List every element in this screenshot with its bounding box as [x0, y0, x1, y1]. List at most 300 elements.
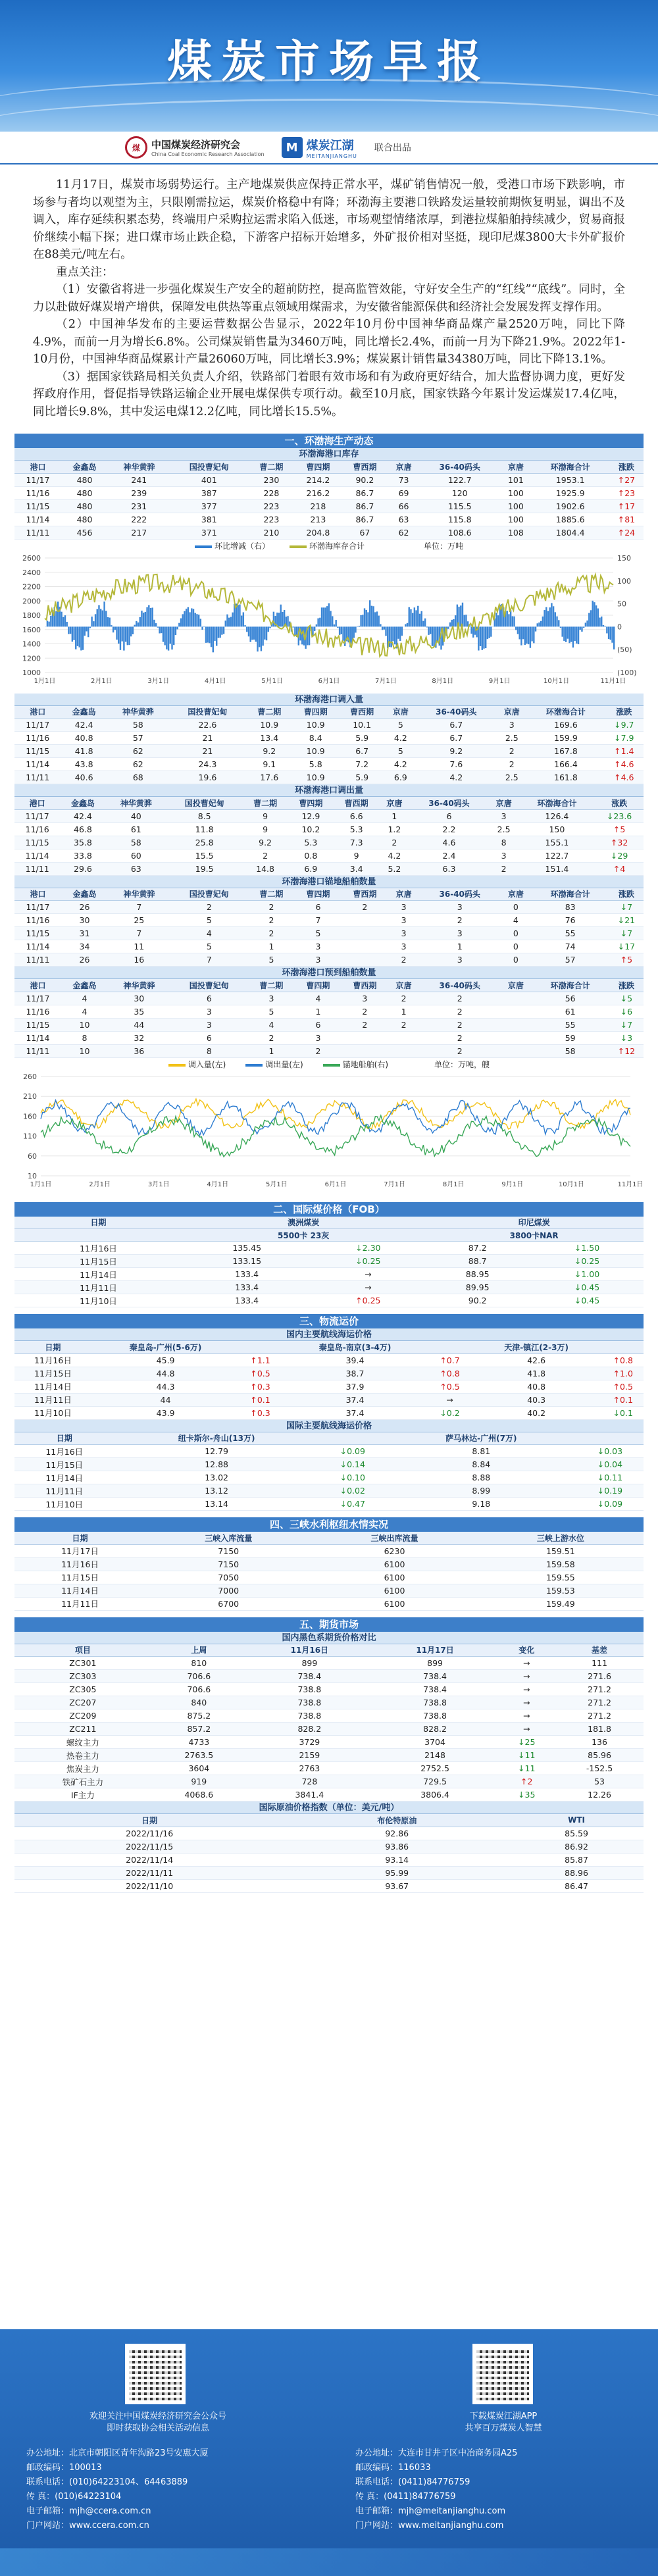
table-row	[14, 1840, 644, 1853]
bar-mark	[225, 620, 226, 626]
table-cell: 729.5	[372, 1775, 498, 1788]
table-cell: 86.7	[342, 499, 388, 513]
table-cell: 387	[170, 486, 248, 499]
table-cell: 2	[419, 992, 500, 1005]
table-cell: 11月16日	[14, 1445, 114, 1458]
bar-mark	[610, 626, 611, 640]
table-row	[14, 1597, 644, 1610]
intro-paragraph: （3）据国家铁路局相关负责人介绍，铁路部门着眼有效市场和有为政府更好结合，加大监督协调力度，更好发挥政府作用，督促指导铁路运输企业开展电煤保供专项行动。截至10月底，国家铁路今年累计发运煤炭17.4亿吨，同比增长9.8%，其中发运电煤12.2亿吨，同比增长15.5%。	[33, 370, 625, 418]
table-cell: 7050	[145, 1571, 311, 1584]
table-cell: →	[497, 1696, 555, 1709]
bar-mark	[417, 605, 418, 626]
col-header: 澳洲煤炭	[182, 1217, 424, 1229]
table-cell: 210	[248, 526, 295, 539]
table-cell: 30	[108, 992, 170, 1005]
bar-mark	[200, 619, 201, 626]
col-header: 环渤海合计	[532, 979, 609, 992]
table-row	[14, 1683, 644, 1696]
table-cell: 13.12	[114, 1484, 319, 1498]
table-row	[14, 1018, 644, 1031]
table-cell	[342, 953, 388, 967]
section-three-gorges	[14, 1517, 644, 1611]
table-cell: 3	[388, 927, 419, 940]
table-cell: ↑4.6	[605, 771, 644, 784]
table-cell: 2	[388, 992, 419, 1005]
table-cell: ZC301	[14, 1657, 151, 1670]
table-cell: 8.81	[386, 1445, 576, 1458]
table-cell: ↓0.11	[576, 1471, 644, 1484]
table-cell: ↓9.7	[605, 719, 644, 732]
bar-mark	[540, 620, 542, 626]
bar-mark	[228, 617, 230, 626]
table-anchor-ships	[14, 876, 644, 967]
bar-mark	[482, 626, 483, 649]
table-cell: 62	[107, 745, 169, 758]
table-cell: 55	[532, 1018, 609, 1031]
table-cell: 1.2	[379, 822, 409, 836]
table-cell: 32	[108, 1031, 170, 1044]
table-row	[14, 1657, 644, 1670]
table-port-stock	[14, 448, 644, 540]
table-row	[14, 809, 644, 822]
table-cell: 88.7	[424, 1255, 530, 1268]
bar-mark	[330, 611, 331, 626]
col-header: 曹西期	[339, 706, 385, 719]
bar-mark	[77, 626, 78, 645]
table-cell: 11/11	[14, 771, 61, 784]
table-cell: 108.6	[419, 526, 500, 539]
bar-mark	[213, 626, 214, 652]
table-cell: 26	[61, 953, 108, 967]
section-title: 一、环渤海生产动态	[14, 434, 644, 448]
table-cell: ↓0.2	[429, 1406, 470, 1419]
table-cell: 88.95	[424, 1268, 530, 1281]
bar-mark	[82, 626, 84, 649]
table-cell: 6.9	[288, 862, 334, 875]
col-header: 36-40码头	[419, 888, 500, 901]
table-cell: 2	[379, 836, 409, 849]
y-tick-label: 2000	[22, 596, 41, 605]
table-cell: 6	[170, 992, 248, 1005]
table-cell: 3	[496, 719, 527, 732]
table-row	[14, 1709, 644, 1723]
table-cell: 7.3	[334, 836, 379, 849]
bar-mark	[244, 625, 245, 626]
ccera-qr-code[interactable]	[125, 2344, 186, 2404]
table-cell: 2763.5	[151, 1749, 247, 1762]
col-header: 国投曹妃甸	[170, 979, 248, 992]
bar-mark	[127, 626, 128, 645]
bar-mark	[560, 626, 561, 628]
bar-mark	[134, 624, 135, 626]
table-cell: 9.2	[242, 836, 288, 849]
ccera-website-link[interactable]: 门户网站：www.ccera.com.cn	[26, 2521, 149, 2531]
bar-mark	[533, 626, 534, 643]
bar-mark	[55, 611, 57, 626]
table-row	[14, 758, 644, 771]
y-tick-label: 1400	[22, 640, 41, 648]
col-header: 日期	[14, 1814, 284, 1827]
intro-paragraph: 11月17日，煤炭市场弱势运行。主产地煤炭供应保持正常水平，煤矿销售情况一般，受港口市场下跌影响，市场参与者均以观望为主，只限刚需拉运，煤炭价格稳中有降；环渤海主要港口铁路发运量较前期恢复明显，调出不及调入，库存延续积累态势，终端用户采购拉运需求陷入低迷，市场观望情绪浓厚，到港拉煤船舶持续减少，贸易商报价继续小幅下探；进口煤市场止跌企稳，下游客户招标开始增多，外矿报价相对坚挺，现印尼煤3800大卡外矿报价在88美元/吨左右。	[33, 178, 625, 261]
y-tick-label: 210	[23, 1092, 37, 1101]
table-row	[14, 732, 644, 745]
col-header: 三峡出库流量	[311, 1532, 477, 1544]
table-cell	[342, 940, 388, 953]
table-cell: 43.9	[91, 1406, 240, 1419]
table-cell	[342, 914, 388, 927]
table-cell: 12.9	[288, 809, 334, 822]
bar-mark	[555, 612, 556, 626]
table-row	[14, 486, 644, 499]
bar-mark	[553, 606, 554, 626]
bar-mark	[105, 611, 107, 626]
table-cell: 1	[419, 940, 500, 953]
table-cell: 61	[532, 1005, 609, 1018]
table-cell: 6230	[311, 1544, 477, 1557]
table-cell: 5.9	[339, 732, 385, 745]
table-row	[14, 1281, 644, 1294]
flow-chart-svg	[14, 1071, 644, 1193]
table-cell: 43.8	[61, 758, 107, 771]
table-cell: ↓0.25	[311, 1255, 424, 1268]
bar-mark	[159, 626, 160, 633]
y-tick-label: 2600	[22, 553, 41, 563]
table-cell: →	[311, 1281, 424, 1294]
table-row	[14, 745, 644, 758]
col-header: 国投曹妃甸	[166, 797, 242, 809]
table-cell: ↑4	[595, 862, 644, 875]
left-qr-caption: 欢迎关注中国煤炭经济研究会公众号 即时获取协会相关活动信息	[89, 2412, 226, 2433]
table-cell: 738.8	[372, 1696, 498, 1709]
table-cell: 3	[489, 849, 519, 862]
bar-mark	[544, 610, 545, 626]
table-cell: 2752.5	[372, 1762, 498, 1775]
table-cell: 2	[419, 1018, 500, 1031]
col-header: WTI	[509, 1814, 644, 1827]
bar-mark	[251, 626, 253, 640]
table-cell: 63	[388, 513, 419, 526]
bar-mark	[196, 614, 197, 626]
table-cell: 39.4	[281, 1353, 430, 1367]
hero-banner	[0, 0, 658, 132]
header-row	[14, 797, 644, 809]
bar-mark	[262, 626, 263, 645]
bar-mark	[113, 626, 114, 632]
meitanjianghu-website-link[interactable]: 门户网站：www.meitanjianghu.com	[355, 2521, 504, 2531]
bar-mark	[524, 626, 526, 645]
bar-mark	[73, 626, 74, 640]
table-row	[14, 953, 644, 967]
table-cell: 840	[151, 1696, 247, 1709]
bar-mark	[143, 613, 144, 626]
col-header: 3800卡NAR	[424, 1229, 644, 1242]
table-cell: 19.5	[166, 862, 242, 875]
bar-mark	[114, 626, 116, 630]
table-cell: 11/14	[14, 1031, 61, 1044]
bar-mark	[517, 626, 519, 634]
bar-mark	[572, 626, 574, 647]
bar-mark	[282, 611, 283, 626]
bar-mark	[414, 607, 415, 626]
table-row	[14, 1353, 644, 1367]
table-cell: 2022/11/10	[14, 1879, 284, 1892]
table-cell: 2.5	[496, 732, 527, 745]
col-header: 京唐	[388, 461, 419, 473]
table-cell: 11/16	[14, 1005, 61, 1018]
table-cell: 29.6	[60, 862, 105, 875]
table-cell: 159.51	[478, 1544, 644, 1557]
table-row	[14, 1406, 644, 1419]
table-cell: 271.2	[555, 1709, 644, 1723]
bar-mark	[116, 626, 117, 640]
col-header	[429, 1341, 470, 1353]
table-cell: 93.67	[284, 1879, 509, 1892]
bar-mark	[66, 622, 68, 626]
table-cell: 61	[106, 822, 166, 836]
table-cell: 92.86	[284, 1827, 509, 1840]
col-header	[603, 1341, 644, 1353]
table-cell: 60	[106, 849, 166, 862]
header-row	[14, 706, 644, 719]
bar-mark	[362, 615, 363, 626]
bar-mark	[78, 626, 80, 647]
table-cell: 5	[248, 1005, 295, 1018]
table-cell: 1	[379, 809, 409, 822]
table-cell: 9.2	[416, 745, 496, 758]
intro-paragraph: （1）安徽省将进一步强化煤炭生产安全的超前防控，提高监管效能，守好安全生产的“红线”“底线”。同时，全力以赴做好煤炭增产增供，保障发电供热等重点领域用煤需求，为安徽省能源保供和经济社会发展发挥支撑作用。	[33, 283, 625, 314]
bar-mark	[321, 607, 322, 626]
table-cell: ↓7	[609, 1018, 644, 1031]
table-cell: 45.9	[91, 1353, 240, 1367]
table-cell: ZC211	[14, 1723, 151, 1736]
table-cell: 37.9	[281, 1380, 430, 1393]
section-futures	[14, 1617, 644, 1893]
table-row	[14, 1471, 644, 1484]
table-cell: 10	[61, 1018, 108, 1031]
table-cell: →	[497, 1670, 555, 1683]
table-cell: 44.8	[91, 1367, 240, 1380]
table-cell: 159.55	[478, 1571, 644, 1584]
bar-mark	[230, 617, 232, 626]
table-cell: 2	[496, 758, 527, 771]
bar-mark	[211, 626, 212, 647]
table-row	[14, 992, 644, 1005]
bar-mark	[319, 617, 320, 626]
x-tick-label: 7月1日	[375, 677, 397, 685]
table-cell: ↑5	[609, 953, 644, 967]
table-cell: 6.7	[339, 745, 385, 758]
table-cell: 6.9	[385, 771, 416, 784]
bar-mark	[182, 614, 184, 626]
bar-mark	[163, 626, 164, 642]
table-cell: 11/16	[14, 732, 61, 745]
bar-mark	[309, 626, 310, 645]
ccera-name: 中国煤炭经济研究会	[151, 139, 241, 151]
bar-mark	[316, 624, 317, 626]
bar-mark	[392, 626, 393, 641]
table-cell: 11/17	[14, 719, 61, 732]
bar-mark	[595, 605, 597, 626]
y-tick-label: 2400	[22, 568, 41, 577]
bar-mark	[226, 614, 228, 626]
table-row	[14, 1788, 644, 1802]
table-cell: 6.7	[416, 719, 496, 732]
bar-mark	[569, 626, 570, 643]
table-cell: 5.9	[339, 771, 385, 784]
y-tick-label: 10	[28, 1171, 37, 1180]
bar-mark	[603, 624, 604, 626]
table-cell: 11/16	[14, 486, 61, 499]
header-row	[14, 461, 644, 473]
table-cell: →	[497, 1683, 555, 1696]
table-cell: ↑5	[595, 822, 644, 836]
x-tick-label: 8月1日	[442, 1180, 465, 1188]
table-cell: 3	[295, 1031, 342, 1044]
bar-mark	[585, 622, 586, 626]
bar-mark	[209, 626, 210, 643]
bar-mark	[216, 626, 217, 645]
table-cell: 3	[388, 901, 419, 914]
col-header: 神华黄骅	[106, 797, 166, 809]
table-cell: 7	[295, 914, 342, 927]
table-cell: 2	[489, 862, 519, 875]
bar-mark	[410, 609, 411, 626]
table-cell: 133.4	[182, 1268, 311, 1281]
table-cell: 7	[108, 927, 170, 940]
bar-mark	[292, 626, 293, 627]
table-row	[14, 526, 644, 539]
table-cell: ↓0.03	[576, 1445, 644, 1458]
bar-mark	[545, 607, 547, 626]
bar-mark	[139, 617, 141, 626]
bar-mark	[266, 626, 267, 640]
table-cell: 919	[151, 1775, 247, 1788]
bar-mark	[75, 626, 76, 649]
table-cell: 26	[61, 901, 108, 914]
bar-mark	[50, 615, 51, 626]
bar-mark	[470, 626, 472, 634]
table-cell: 738.8	[247, 1709, 372, 1723]
table-row	[14, 1723, 644, 1736]
table-cell	[500, 1005, 531, 1018]
bar-mark	[301, 626, 303, 644]
bar-mark	[136, 620, 137, 626]
x-tick-label: 5月1日	[261, 677, 283, 685]
table-cell: ↓0.02	[319, 1484, 386, 1498]
table-row	[14, 1367, 644, 1380]
table-cell: 83	[532, 901, 609, 914]
bar-mark	[70, 626, 71, 634]
table-cell: 6700	[145, 1597, 311, 1610]
bar-mark	[506, 611, 507, 626]
table-cell: 5.3	[288, 836, 334, 849]
table-cell: 5.8	[293, 758, 339, 771]
bar-mark	[374, 612, 376, 626]
table-cell: ↓7	[609, 927, 644, 940]
table-cell: ↓29	[595, 849, 644, 862]
bar-mark	[218, 626, 219, 638]
table-cell: ↑2	[497, 1775, 555, 1788]
table-cell: 0	[500, 927, 531, 940]
table-cell: 706.6	[151, 1670, 247, 1683]
table-row	[14, 1458, 644, 1471]
table-cell: 90.2	[342, 473, 388, 486]
table-cell: 35	[108, 1005, 170, 1018]
bar-mark	[465, 615, 467, 626]
col-header: 国投曹妃甸	[169, 706, 246, 719]
bar-mark	[317, 618, 318, 626]
table-cell: 4.2	[416, 771, 496, 784]
bar-mark	[483, 626, 484, 648]
table-cell: 93.86	[284, 1840, 509, 1853]
bar-mark	[394, 626, 395, 644]
table-cell: IF主力	[14, 1788, 151, 1802]
table-cell: 8.84	[386, 1458, 576, 1471]
bar-mark	[581, 626, 582, 632]
table-cell: ↓23.6	[595, 809, 644, 822]
y-tick-label: 1800	[22, 611, 41, 620]
table-row	[14, 771, 644, 784]
bar-mark	[268, 626, 269, 632]
col-header: 三峡入库流量	[145, 1532, 311, 1544]
table-row	[14, 719, 644, 732]
bar-mark	[89, 626, 91, 628]
table-cell: 4	[170, 927, 248, 940]
table-cell: 11月11日	[14, 1393, 91, 1406]
table-cell: 120	[419, 486, 500, 499]
bar-mark	[608, 626, 609, 639]
table-cell: 3841.4	[247, 1788, 372, 1802]
table-cell: 15.5	[166, 849, 242, 862]
app-qr-code[interactable]	[472, 2344, 533, 2404]
table-row	[14, 1557, 644, 1571]
table-cell	[342, 927, 388, 940]
table-cell: 217	[108, 526, 170, 539]
table-cell: 3604	[151, 1762, 247, 1775]
table-cell: 810	[151, 1657, 247, 1670]
table-cell: 11月10日	[14, 1294, 182, 1307]
table-cell: ↓35	[497, 1788, 555, 1802]
col-header: 36-40码头	[419, 461, 500, 473]
table-cell: 7.6	[416, 758, 496, 771]
table-cell: 480	[61, 499, 108, 513]
bar-mark	[574, 626, 575, 641]
table-cell: 11/11	[14, 862, 60, 875]
table-cell: 3	[342, 992, 388, 1005]
table-cell: 11/14	[14, 758, 61, 771]
bar-mark	[107, 617, 109, 626]
bar-mark	[528, 626, 529, 644]
col-header: 曹二期	[242, 797, 288, 809]
header-row	[14, 979, 644, 992]
col-header: 曹二期	[248, 979, 295, 992]
bar-mark	[497, 615, 499, 626]
col-header: 曹二期	[246, 706, 292, 719]
table-title: 国际主要航线海运价格	[14, 1420, 644, 1432]
col-header: 曹四期	[295, 979, 342, 992]
table-cell: ↑12	[609, 1044, 644, 1057]
table-cell: 6.3	[409, 862, 488, 875]
bar-mark	[123, 626, 124, 650]
table-cell: 2	[419, 914, 500, 927]
y2-tick-label: 0	[617, 622, 622, 631]
bar-mark	[287, 616, 288, 626]
table-cell: ↓1.50	[530, 1242, 644, 1255]
table-row	[14, 1879, 644, 1892]
table-cell: 11/14	[14, 513, 61, 526]
bar-mark	[565, 626, 567, 642]
bar-mark	[238, 605, 239, 626]
